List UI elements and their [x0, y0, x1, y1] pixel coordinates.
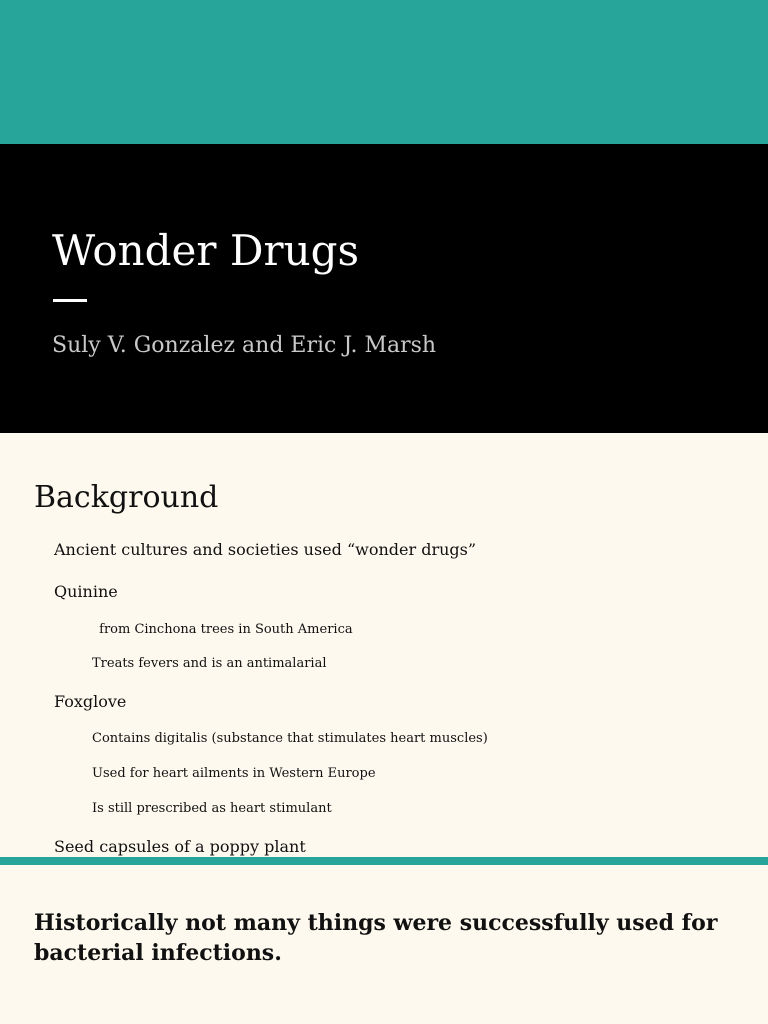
list-item: Ancient cultures and societies used “wonder drugs” — [54, 540, 477, 559]
background-slide — [0, 433, 768, 857]
statement-text: Historically not many things were successfully used for bacterial infections. — [34, 910, 718, 966]
list-item: Seed capsules of a poppy plant — [54, 837, 306, 856]
statement-slide — [0, 865, 768, 1024]
title-slide — [0, 144, 768, 433]
list-subitem: Contains digitalis (substance that stimulates heart muscles) — [92, 731, 488, 746]
slide-divider — [0, 857, 768, 865]
background-heading: Background — [34, 480, 219, 515]
list-subitem: from Cinchona trees in South America — [95, 622, 353, 637]
slide-title: Wonder Drugs — [52, 226, 360, 275]
header-accent-band — [0, 0, 768, 144]
list-subitem: Is still prescribed as heart stimulant — [92, 801, 332, 816]
slide-subtitle-authors: Suly V. Gonzalez and Eric J. Marsh — [52, 333, 437, 358]
list-subitem: Used for heart ailments in Western Europe — [92, 766, 376, 781]
list-item: Quinine — [54, 582, 118, 601]
list-item: Foxglove — [54, 692, 127, 711]
title-underline-dash — [53, 299, 87, 302]
list-subitem: Treats fevers and is an antimalarial — [92, 656, 327, 671]
